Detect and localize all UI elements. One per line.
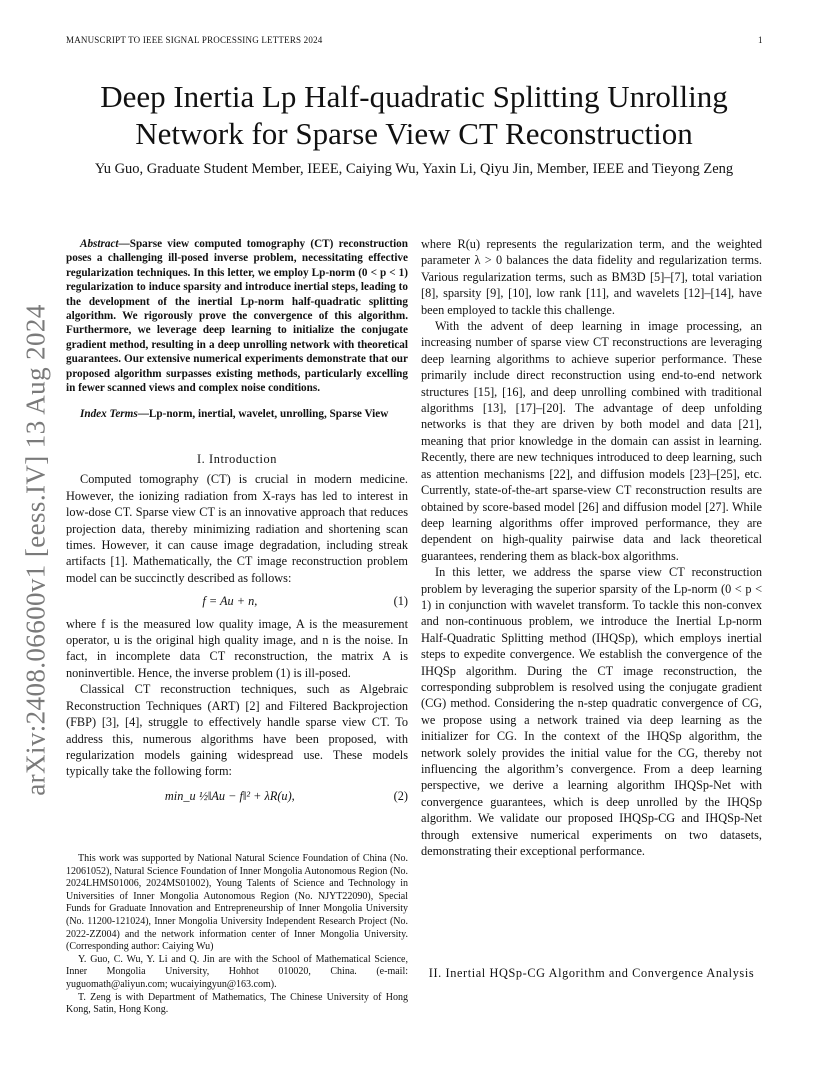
- footnote-affiliation-2: T. Zeng is with Department of Mathematics, The Chinese University of Hong Kong, Satin, Hong Kong.: [66, 991, 408, 1016]
- paper-title: [40, 78, 788, 152]
- right-paragraph-3: In this letter, we address the sparse view CT reconstruction problem by leveraging the superior sparsity of the Lp-norm (0 < p < 1) in conjunction with wavelet transform. To tackle this non-convex and non-continuous problem, we introduce the Inertial Lp-norm Half-Quadratic Splitting method (IHQSp), which employs inertial steps to expedite convergence. We establish the convergence of the IHQSp algorithm. During the CT image reconstruction, the corresponding subproblem is resolved using the conjugate gradient (CG) method. Considering the n-step quadratic convergence of CG, we propose using a network trained via deep learning as the initializer for CG. In the context of the IHQSp algorithm, the network solely provides the initial value for the CG, thereby not influencing the algorithm’s convergence. From a deep learning perspective, we derive a learning algorithm IHQSp-Net with convergence guarantees, which is deep unrolled by the IHQSp algorithm. We validate our proposed IHQSp-CG and IHQSp-Net through extensive numerical experiments on two datasets, demonstrating their exceptional performance.: [421, 565, 762, 859]
- title-line-1: Deep Inertia Lp Half-quadratic Splitting Unrolling: [100, 79, 728, 114]
- equation-1-body: f = Au + n,: [202, 594, 258, 609]
- footnote-affiliation-1: Y. Guo, C. Wu, Y. Li and Q. Jin are with the School of Mathematical Science, Inner Mongolia University, Hohhot 010020, China. (e-mail: yuguomath@aliyun.com; wucaiyingyun@163.com).: [66, 953, 408, 990]
- left-body: [66, 451, 408, 808]
- equation-2-body: min_u ½‖Au − f‖² + λR(u),: [164, 788, 295, 803]
- intro-paragraph-2: where f is the measured low quality image, A is the measurement operator, u is the original high quality image, and n is the noise. In fact, in incomplete data CT reconstruction, the matrix A is noninvertible. Hence, the inverse problem (1) is ill-posed.: [66, 616, 408, 680]
- footnotes: [66, 853, 408, 1017]
- arxiv-sidebar: [10, 280, 62, 820]
- section-1-heading: I. Introduction: [196, 452, 278, 466]
- abstract-label: Abstract: [80, 238, 119, 250]
- footnote-funding: This work was supported by National Natural Science Foundation of China (No. 12061052), Natural Science Foundation of Inner Mongolia Autonomous Region (No. 2024LHMS01006, 2024MS01002), Young Talents of Science and Technology in Universities of Inner Mongolia Autonomous Region (No. NJYT22090), Special Funds for Graduate Innovation and Entrepreneurship of Inner Mongolia University (No. 11200-121024), Inner Mongolia University Independent Research Project (No. 2022-ZZ004) and the network information center of Inner Mongolia University. (Corresponding author: Caiying Wu): [66, 853, 408, 953]
- index-terms-text: —Lp-norm, inertial, wavelet, unrolling, Sparse View: [137, 408, 389, 420]
- author-list: Yu Guo, Graduate Student Member, IEEE, Caiying Wu, Yaxin Li, Qiyu Jin, Member, IEEE and Tieyong Zeng: [94, 161, 734, 177]
- index-terms-label: Index Terms: [80, 408, 138, 420]
- arxiv-identifier: arXiv:2408.06600v1 [eess.IV] 13 Aug 2024: [20, 304, 51, 796]
- intro-paragraph-3: Classical CT reconstruction techniques, such as Algebraic Reconstruction Techniques (ART) [2] and Filtered Backprojection (FBP) [3], [4], struggle to effectively handle sparse view CT. To address this, numerous algorithms have been proposed, with regularization models gaining widespread use. These models typically take the following form:: [66, 682, 408, 779]
- right-body: [421, 236, 762, 859]
- page-number: 1: [758, 35, 763, 45]
- equation-2: [66, 788, 408, 804]
- right-paragraph-2: With the advent of deep learning in image processing, an increasing number of sparse view CT reconstructions are leveraging deep learning algorithms to achieve superior performance. These primarily include direct reconstruction using end-to-end network structures [15], [16], and deep unrolling combined with traditional algorithms [13], [17]–[20]. The advantage of deep unfolding networks is that they are driven by both model and data [21], meaning that prior knowledge in the domain can assist in learning. Recently, there are new techniques introduced to deep learning, such as attention mechanisms [22], and diffusion models [23]–[25], etc. Currently, state-of-the-art sparse-view CT reconstruction results are obtained by score-based model [26] and diffusion model [27]. While deep learning algorithms offer improved performance, they are dependent on high-quality pairwise data and lack theoretical guarantees, rendering them as black-box algorithms.: [421, 319, 762, 563]
- journal-header: MANUSCRIPT TO IEEE SIGNAL PROCESSING LETTERS 2024: [66, 35, 323, 45]
- intro-paragraph-1: Computed tomography (CT) is crucial in modern medicine. However, the ionizing radiation from X-rays has led to interest in low-dose CT. Sparse view CT is an innovative approach that reduces projection data, thereby minimizing radiation and shortening scan times. However, it can cause image degradation, including streak artifacts [1]. Mathematically, the CT image reconstruction problem model can be succinctly described as follows:: [66, 472, 408, 585]
- section-2-heading: II. Inertial HQSp-CG Algorithm and Convergence Analysis: [428, 966, 755, 980]
- abstract: [66, 237, 408, 395]
- equation-2-number: (2): [393, 788, 408, 803]
- title-line-2: Network for Sparse View CT Reconstruction: [135, 116, 693, 151]
- abstract-text: —Sparse view computed tomography (CT) reconstruction poses a challenging ill-posed inverse problem, necessitating effective regularization techniques. In this letter, we employ Lp-norm (0 < p < 1) regularization to induce sparsity and introduce inertial steps, leading to the development of the inertial Lp-norm half-quadratic splitting algorithm. We rigorously prove the convergence of this algorithm. Furthermore, we leverage deep learning to initialize the conjugate gradient method, resulting in a deep unrolling network with theoretical guarantees. Our extensive numerical experiments demonstrate that our proposed algorithm surpasses existing methods, particularly excelling in fewer scanned views and complex noise conditions.: [66, 238, 408, 395]
- equation-1-number: (1): [393, 594, 408, 609]
- index-terms: [66, 407, 408, 421]
- equation-1: [66, 593, 408, 609]
- right-paragraph-1: where R(u) represents the regularization term, and the weighted parameter λ > 0 balances the data fidelity and regularization terms. Various regularization terms, such as BM3D [5]–[7], total variation [8], sparsity [9], [10], low rank [11], and wavelets [12]–[14], have been employed to tackle this challenge.: [421, 237, 762, 317]
